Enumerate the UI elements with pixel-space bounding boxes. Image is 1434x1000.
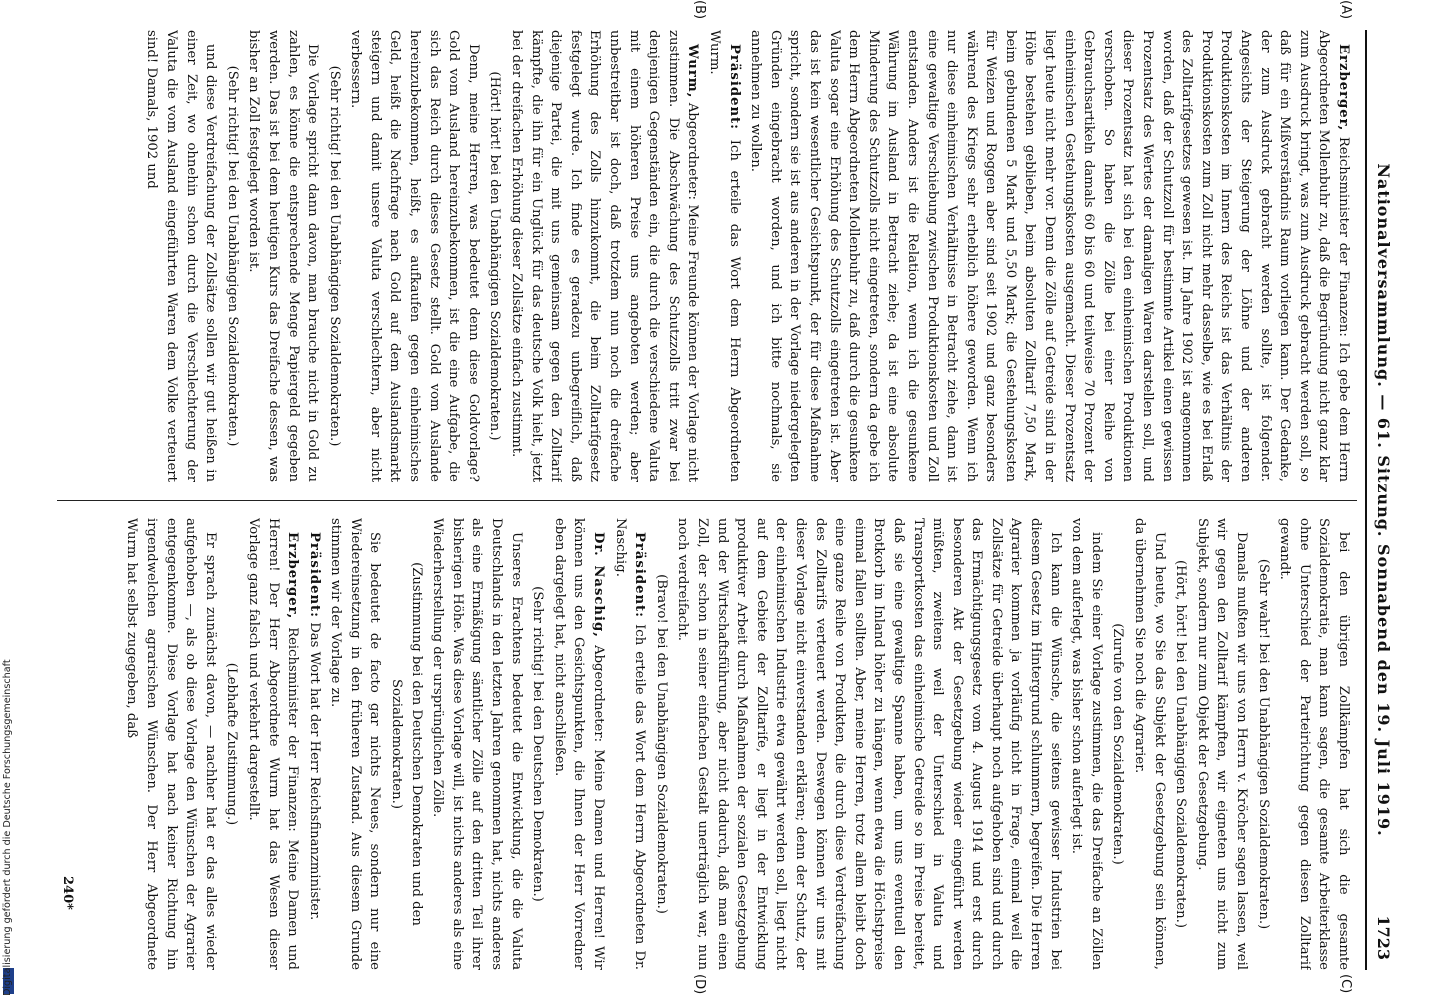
speaker-name: Wurm, — [685, 44, 701, 99]
paragraph-text: Ich kann die Wünsche, die seitens gewisser Industrien bei diesem Gesetz im Hintergrund schlummern, begreifen. Die Herren Agrarier kommen ja vorläufig nicht in Frage, einmal weil die Zollsätze für Getreide überhaupt noch aufgehoben sind und durch das Ermächtigungsgesetz vom 4. August 1914 und erst durch besonderen Akt der Gesetzgebung wieder eingeführt werden müßten, zweitens weil der Unterschied in Valuta und Transportkosten das einheimische Getreide so im Preise bereitet, daß sie eine gewaltige Spanne haben, um uns eventuell den Brotkorb im Inland höher zu hängen, wenn etwa die Höchstpreise einmal fallen sollten. Aber, meine Herren, trotz allem bleibt doch eine ganze Reihe von Produkten, die durch diese Verdreifachung des Zolltarifs verteuert werden. Deswegen können wir uns mit dieser Vorlage nicht einverstanden erklären; denn der Schutz, der der einheimischen Industrie etwa gewährt werden soll, liegt nicht auf dem Gebiete der Zolltarife, er liegt in der Entwicklung produktiver Arbeit durch Maßnahmen der sozialen Gesetzgebung und der Wirtschaftsführung, aber nicht dadurch, daß man einen Zoll, der schon in seiner einfachen Gestalt unerträglich war, nun noch verdreifacht. — [675, 518, 1063, 970]
speech-paragraph — [506, 30, 702, 482]
paragraph-text: Sie bedeutet de facto gar nichts Neues, sondern nur eine Wiedereinsetzung in den früheren Zustand. Aus diesem Grunde stimmen wir der Vorlage zu. — [328, 518, 383, 970]
margin-marker-c: (C) — [1338, 974, 1353, 994]
paragraph-text: Abgeordneter: Meine Freunde können der Vorlage nicht zustimmen. Die Abschwächung des Schutzzolls tritt zwar bei denjenigen Gegenständen ein, die durch die verschiedene Valuta mit einem höheren Preise uns angeboten werden; aber unbestreitbar ist doch, daß trotzdem nun noch die dreifache Erhöhung des Zolls hinzukommt, die beim Zolltarifgesetz festgelegt wurde. Ich finde es geradezu unbegreiflich, daß diejenige Partei, die mit uns gemeinsam gegen den Zolltarif kämpfte, die ihn für ein Unglück für das deutsche Volk hielt, jetzt bei der dreifachen Erhöhung dieser Zollsätze einfach zustimmt. — [509, 30, 701, 482]
speaker-name: Präsident: — [306, 532, 322, 619]
header-rule — [1365, 30, 1367, 970]
text-paragraph — [122, 518, 220, 970]
paragraph-text: Damals mußten wir uns von Herrn v. Kröcher sagen lassen, weil wir gegen den Zolltarif kämpften, wir eigneten uns nicht zum Subjekt, sondern nur zum Objekt der Gesetzgebung. — [1194, 518, 1250, 970]
paragraph-text: Und heute, wo Sie das Subjekt der Gesetzgebung sein können, da übernehmen Sie noch die Agrarier. — [1132, 518, 1167, 970]
speaker-name: Erzberger, — [1336, 44, 1351, 132]
text-paragraph — [326, 518, 385, 970]
text-paragraph — [1129, 518, 1168, 970]
stage-direction: (Hört! hört! bei den Unabhängigen Sozialdemokraten.) — [487, 71, 503, 441]
speech-paragraph — [243, 518, 302, 970]
speech-paragraph — [549, 518, 608, 970]
stage-direction: (Zurufe von den Sozialdemokraten.) — [1110, 623, 1126, 865]
paragraph-text: Denn, meine Herren, was bedeutet denn diese Goldvorlage? Gold vom Ausland hereinzubekommen, ist die eine Aufgabe, die sich das Reich durch dieses Gesetz stellt. Gold vom Auslande hereinzubekommen, heißt, es aufkaufen gegen einheimisches Geld, heißt die Nachfrage nach Gold auf dem Auslandsmarkt steigern und damit unsere Valuta verschlechtern, aber nicht verbessern. — [348, 30, 481, 482]
paragraph-text: Reichsminister der Finanzen: Ich gebe dem Herrn Abgeordneten Mollenbuhr zu, daß die Begründung nicht ganz klar zum Ausdruck bringt, was zum Ausdruck gebracht werden soll, so daß für ein Mißverständnis Raum vorliegen kann. Der Gedanke, der zum Ausdruck gebracht werden sollte, ist folgender. Angesichts der Steigerung der Löhne und der anderen Produktionskosten im Innern des Reichs ist das Verhältnis der Produktionskosten zum Zoll nicht mehr dasselbe, wie es bei Erlaß des Zolltarifgesetzes gewesen ist. Im Jahre 1902 ist angenommen worden, daß der Schutzzoll für bestimmte Artikel einen gewissen Prozentsatz des Wertes der damaligen Waren darstellen soll, und dieser Prozentsatz hat sich bei den einheimischen Produktionen verschoben. So haben die Zölle bei einer Reihe von Gebrauchsartikeln damals 60 bis 60 und teilweise 70 Prozent der einheimischen Gestehungskosten ausgemacht. Dieser Prozentsatz liegt heute nicht mehr vor. Denn die Zölle auf Getreide sind in der Höhe bestehen geblieben, beim absoluten Zolltarif 7,50 Mark, beim gebundenen 5 Mark und 5,50 Mark; die Gestehungskosten für Weizen und Roggen aber sind seit 1902 und ganz besonders während des Kriegs sehr erheblich höhere geworden. Wenn ich nur diese einheimischen Verhältnisse in Betracht ziehe, dann ist eine gewaltige Verschiebung zwischen Produktionskosten und Zoll entstanden. Anders ist die Relation, wenn ich die gesunkene Währung im Ausland in Betracht ziehe; da ist eine absolute Minderung des Schutzzolls nicht eingetreten, sondern da gebe ich dem Herrn Abgeordneten Mollenbuhr zu, daß durch die gesunkene Valuta sogar eine Erhöhung des Schutzzolls eingetreten ist. Aber das ist kein wesentlicher Gesichtspunkt, der für diese Maßnahme spricht, sondern sie ist aus anderen in der Vorlage niedergelegten Gründen eingebracht worden, und ich bitte nochmals, sie annehmen zu wollen. — [748, 30, 1351, 482]
paragraph-text: Reichsminister der Finanzen: Meine Damen und Herren! Der Herr Abgeordnete Wurm hat das Wesen dieser Vorlage ganz falsch und verkehrt dargestellt. — [245, 518, 301, 970]
text-paragraph — [428, 518, 526, 970]
text-paragraph — [244, 30, 322, 482]
stage-direction: (Sehr richtig! bei den Unabhängigen Sozialdemokraten.) — [326, 65, 342, 447]
stage-direction: (Lebhafte Zustimmung.) — [224, 662, 240, 826]
speech-paragraph — [704, 30, 743, 482]
stage-direction: (Sehr wahr! bei den Unabhängigen Sozialdemokraten.) — [1255, 558, 1271, 930]
right-column — [53, 518, 1353, 970]
speaker-name: Dr. Naschig, — [591, 532, 607, 638]
speech-paragraph — [610, 518, 649, 970]
text-paragraph — [1067, 518, 1106, 970]
margin-marker-a: (A) — [1338, 0, 1353, 20]
page-title: Nationalversammlung. — 61. Sitzung. Sonnabend den 19. Juli 1919. — [1374, 163, 1393, 837]
speech-paragraph — [746, 30, 1353, 482]
column-divider — [57, 500, 1357, 501]
margin-marker-d: (D) — [692, 974, 707, 995]
paragraph-text: Ich erteile das Wort dem Herrn Abgeordneten Dr. Naschig. — [612, 518, 648, 970]
margin-marker-b: (B) — [692, 0, 707, 20]
paragraph-text: und diese Verdreifachung der Zollsätze sollen wir gut heißen in einer Zeit, wo ohnehin schon durch die Verschlechterung der Valuta die vom Ausland eingeführten Waren dem Volke verteuert sind! Damals, 1902 und — [144, 30, 219, 482]
digitization-note: Digitalisierung gefördert durch die Deutsche Forschungsgemeinschaft — [2, 659, 13, 996]
speaker-name: Erzberger, — [285, 532, 301, 620]
text-paragraph — [673, 518, 1065, 970]
speaker-name: Präsident: — [726, 44, 742, 131]
page-header — [1367, 30, 1397, 970]
stage-direction: (Hört, hört! bei den Unabhängigen Sozialdemokraten.) — [1173, 559, 1189, 929]
paragraph-text: bei den übrigen Zollkämpfen hat sich die gesamte Sozialdemokratie, man kann sagen, die gesamte Arbeiterklasse ohne Unterschied der Parteirichtung gegen diesen Zolltarif gewandt. — [1277, 518, 1351, 970]
paragraph-text: Abgeordneter: Meine Damen und Herren! Wir können uns den Gesichtspunkten, die Ihnen der Herr Vorredner eben dargelegt hat, nicht anschließen. — [551, 518, 607, 970]
stage-direction: (Sehr richtig! bei den Unabhängigen Sozialdemokraten.) — [224, 65, 240, 447]
paragraph-text: Unseres Erachtens bedeutet die Entwicklung, die die Valuta Deutschlands in den letzten Jahren genommen hat, nichts anderes als eine Ermäßigung sämtlicher Zölle auf den dritten Teil ihrer bisherigen Höhe. Was diese Vorlage will, ist nichts anderes als eine Wiederherstellung der ursprünglichen Zölle. — [430, 518, 524, 970]
text-paragraph — [346, 30, 483, 482]
paragraph-text: Das Wort hat der Herr Reichsfinanzminister. — [306, 622, 322, 921]
speaker-name: Präsident: — [632, 532, 648, 619]
text-paragraph — [142, 30, 220, 482]
text-paragraph — [1192, 518, 1251, 970]
page-number: 1723 — [1374, 915, 1393, 960]
signature-mark: 240* — [60, 876, 75, 910]
paragraph-text: Die Vorlage spricht dann davon, man brauche nicht in Gold zu zahlen, es könne die entsprechende Menge Papiergeld gegeben werden. Das ist bei dem heutigen Kurs das Dreifache dessen, was bisher an Zoll festgelegt worden ist. — [246, 30, 321, 482]
stage-direction: (Sehr richtig! bei den Deutschen Demokraten.) — [530, 586, 546, 902]
speech-paragraph — [304, 518, 324, 970]
text-paragraph — [1275, 518, 1353, 970]
paragraph-text: indem Sie einer Vorlage zustimmen, die das Dreifache an Zöllen von dem auferlegt, was bisher schon auferlegt ist. — [1069, 518, 1104, 970]
left-column — [53, 30, 1353, 482]
paragraph-text: Er sprach zunächst davon, — nachher hat er das alles wieder aufgehoben —, als ob diese Vorlage den Wünschen der Agrarier entgegenkomme. Diese Vorlage hat nach keiner Richtung hin irgendwelchen agrarischen Wünschen. Der Herr Abgeordnete Wurm hat selbst zugegeben, daß — [124, 518, 218, 970]
stage-direction: (Zustimmung bei den Deutschen Demokraten und den Sozialdemokraten.) — [389, 562, 424, 926]
stage-direction: (Bravo! bei den Unabhängigen Sozialdemokraten.) — [653, 574, 669, 914]
rotated-page-content — [37, 0, 1397, 995]
paragraph-text: Ich erteile das Wort dem Herrn Abgeordneten Wurm. — [707, 30, 742, 482]
